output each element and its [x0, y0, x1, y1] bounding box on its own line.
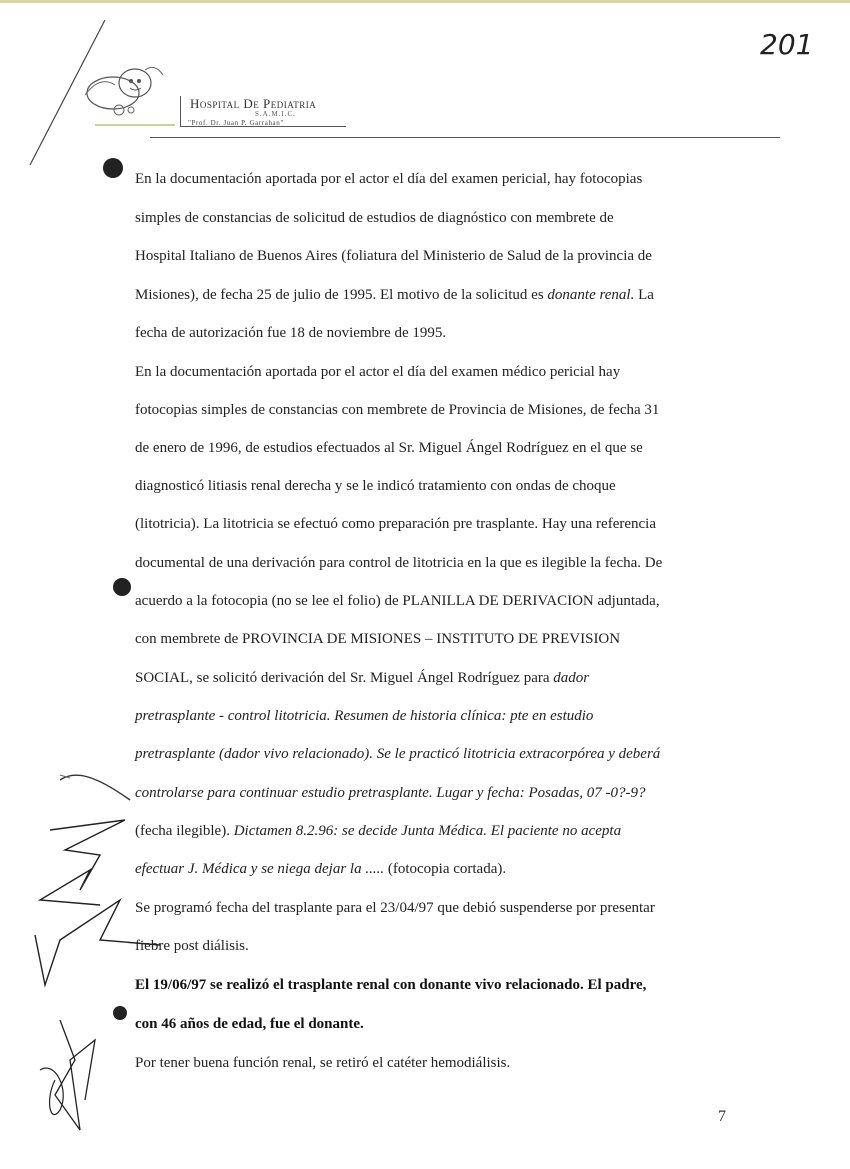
text-line: diagnosticó litiasis renal derecha y se le indicó tratamiento con ondas de choque — [135, 478, 616, 494]
text-line: pretrasplante - control litotricia. Resumen de historia clínica: pte en estudio — [135, 708, 594, 724]
scan-mark — [60, 775, 70, 778]
text-line: En la documentación aportada por el actor el día del examen pericial, hay fotocopias — [135, 171, 643, 187]
text-line: pretrasplante (dador vivo relacionado). Se le practicó litotricia extracorpórea y deberá — [135, 746, 661, 762]
signature-mark-1 — [60, 775, 130, 800]
punch-hole — [113, 578, 131, 596]
text-line-bold: El 19/06/97 se realizó el trasplante renal con donante vivo relacionado. El padre, — [135, 977, 647, 993]
header-rule — [150, 137, 780, 138]
text-line: Hospital Italiano de Buenos Aires (foliatura del Ministerio de Salud de la provincia de — [135, 248, 652, 264]
text-line-bold: con 46 años de edad, fue el donante. — [135, 1016, 364, 1032]
hospital-logo-icon — [75, 55, 185, 135]
hospital-patron: "Prof. Dr. Juan P. Garrahan" — [188, 119, 284, 127]
text-line: fiebre post diálisis. — [135, 938, 249, 954]
page-number: 7 — [718, 1108, 726, 1125]
punch-hole — [113, 1006, 127, 1020]
hospital-name: Hospital De Pediatria — [190, 96, 317, 111]
text-line: (fecha ilegible). Dictamen 8.2.96: se decide Junta Médica. El paciente no acepta — [135, 823, 622, 839]
text-line: de enero de 1996, de estudios efectuados al Sr. Miguel Ángel Rodríguez en el que se — [135, 440, 643, 456]
text-line: fecha de autorización fue 18 de noviembre de 1995. — [135, 325, 447, 341]
text-line: con membrete de PROVINCIA DE MISIONES – INSTITUTO DE PREVISION — [135, 631, 621, 647]
hospital-sub: S.A.M.I.C. — [255, 110, 296, 118]
text-line: (litotricia). La litotricia se efectuó como preparación pre trasplante. Hay una referencia — [135, 516, 656, 532]
scan-edge — [0, 0, 850, 3]
punch-hole — [103, 158, 123, 178]
text-line: acuerdo a la fotocopia (no se lee el folio) de PLANILLA DE DERIVACION adjuntada, — [135, 593, 660, 609]
handwritten-folio: 201 — [760, 28, 814, 61]
text-line: simples de constancias de solicitud de estudios de diagnóstico con membrete de — [135, 210, 614, 226]
signature-mark-4 — [55, 1020, 95, 1130]
text-line: En la documentación aportada por el actor el día del examen médico pericial hay — [135, 364, 621, 380]
text-line: Se programó fecha del trasplante para el 23/04/97 que debió suspenderse por presentar — [135, 900, 655, 916]
text-line: controlarse para continuar estudio pretrasplante. Lugar y fecha: Posadas, 07 -0?-9? — [135, 785, 646, 801]
signature-mark-2 — [40, 820, 125, 905]
text-line: efectuar J. Médica y se niega dejar la ..... (fotocopia cortada). — [135, 861, 507, 877]
signature-mark-5 — [40, 1068, 63, 1115]
text-line: fotocopias simples de constancias con membrete de Provincia de Misiones, de fecha 31 — [135, 402, 660, 418]
text-line: Por tener buena función renal, se retiró el catéter hemodiálisis. — [135, 1055, 511, 1071]
text-line: documental de una derivación para control de litotricia en la que es ilegible la fecha. De — [135, 555, 663, 571]
text-line: Misiones), de fecha 25 de julio de 1995. El motivo de la solicitud es donante renal. La — [135, 287, 654, 303]
text-line: SOCIAL, se solicitó derivación del Sr. Miguel Ángel Rodríguez para dador — [135, 670, 590, 686]
